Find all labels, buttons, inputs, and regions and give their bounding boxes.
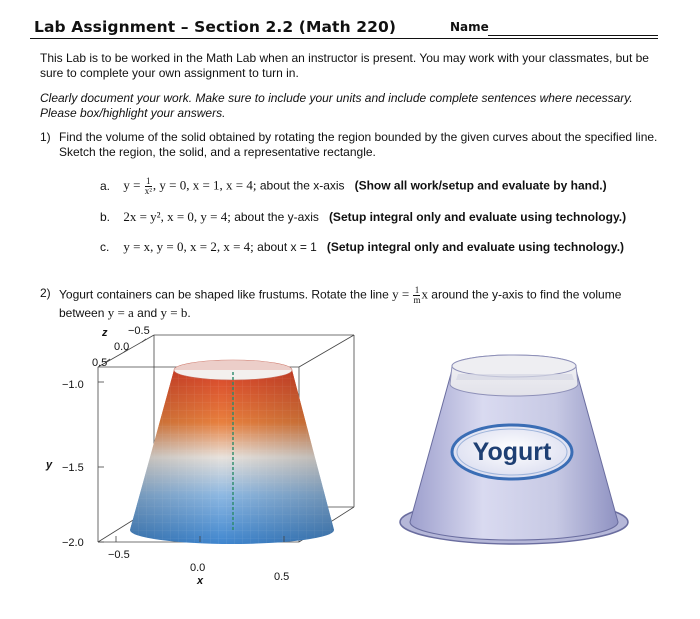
x-tick-label: 0.0 xyxy=(190,562,206,574)
yogurt-cup-svg xyxy=(396,322,636,564)
fraction-numerator: 1 xyxy=(414,285,420,295)
question-text xyxy=(59,286,659,321)
bound-b: y = b xyxy=(160,305,188,320)
part-letter: c. xyxy=(100,240,110,254)
question-1a xyxy=(100,177,607,196)
name-blank-line xyxy=(488,35,658,36)
question-number: 2) xyxy=(40,286,51,300)
bound-a: y = a xyxy=(107,305,134,320)
question-1b xyxy=(100,209,626,225)
fraction-denominator: x² xyxy=(144,186,152,196)
frustum-3d-svg xyxy=(34,322,364,590)
part-note: (Setup integral only and evaluate using technology.) xyxy=(326,240,625,254)
instructions-paragraph: Clearly document your work. Make sure to include your units and include complete sentences where necessary. Please box/highlight your answers. xyxy=(40,91,633,120)
equation-rest: , y = 0, x = 1, x = 4; xyxy=(152,177,257,193)
x-tick-label: 0.5 xyxy=(274,571,290,583)
equation-lhs: y = xyxy=(123,177,144,193)
fraction xyxy=(145,177,152,196)
page-title: Lab Assignment – Section 2.2 (Math 220) xyxy=(34,18,397,36)
part-note: (Show all work/setup and evaluate by hand.) xyxy=(354,178,607,193)
page-header xyxy=(30,16,658,38)
z-tick-label: 0.5 xyxy=(92,357,108,369)
intro-paragraph: This Lab is to be worked in the Math Lab when an instructor is present. You may work with your classmates, but be sure to complete your own assignment to turn in. xyxy=(40,51,649,80)
z-axis-label: z xyxy=(102,327,108,339)
line-equation-rhs: x xyxy=(421,286,428,302)
equation: y = x, y = 0, x = 2, x = 4; xyxy=(123,239,254,254)
y-tick-label: −1.0 xyxy=(62,379,84,391)
y-axis-label: y xyxy=(46,459,53,471)
fraction-numerator: 1 xyxy=(146,176,151,186)
yogurt-label-text: Yogurt xyxy=(472,438,552,466)
frustum-surface xyxy=(130,360,334,544)
rotation-axis: about the x-axis xyxy=(259,178,345,193)
x-tick-label: −0.5 xyxy=(108,549,130,561)
name-label: Name xyxy=(450,20,489,34)
z-tick-label: 0.0 xyxy=(114,341,130,353)
part-letter: b. xyxy=(100,210,111,224)
fraction-denominator: m xyxy=(413,295,421,305)
equation: 2x = y², x = 0, y = 4; xyxy=(123,209,231,224)
question-text-start: Yogurt containers can be shaped like frustums. Rotate the line xyxy=(59,287,393,302)
question-text-mid: around the y-axis to find the volume between xyxy=(59,287,622,320)
y-tick-label: −1.5 xyxy=(62,462,84,474)
fraction xyxy=(413,286,420,305)
question-number: 1) xyxy=(40,130,51,144)
z-tick-label: −0.5 xyxy=(128,325,150,337)
part-note: (Setup integral only and evaluate using technology.) xyxy=(328,210,627,224)
part-letter: a. xyxy=(100,178,111,193)
frustum-3d-plot xyxy=(34,322,364,590)
rotation-axis: about x = 1 xyxy=(257,240,317,254)
question-1c xyxy=(100,239,624,255)
header-divider xyxy=(30,38,658,39)
y-tick-label: −2.0 xyxy=(62,537,84,549)
and-word: and xyxy=(133,306,161,320)
x-axis-label: x xyxy=(197,575,204,587)
line-equation-lhs: y = xyxy=(392,286,413,302)
question-text: Find the volume of the solid obtained by rotating the region bounded by the given curves about the specified line. Sketch the region, the solid, and a representative rectangle. xyxy=(59,130,658,159)
period: . xyxy=(187,306,191,320)
rotation-axis: about the y-axis xyxy=(234,210,319,224)
yogurt-cup-illustration xyxy=(396,322,636,564)
